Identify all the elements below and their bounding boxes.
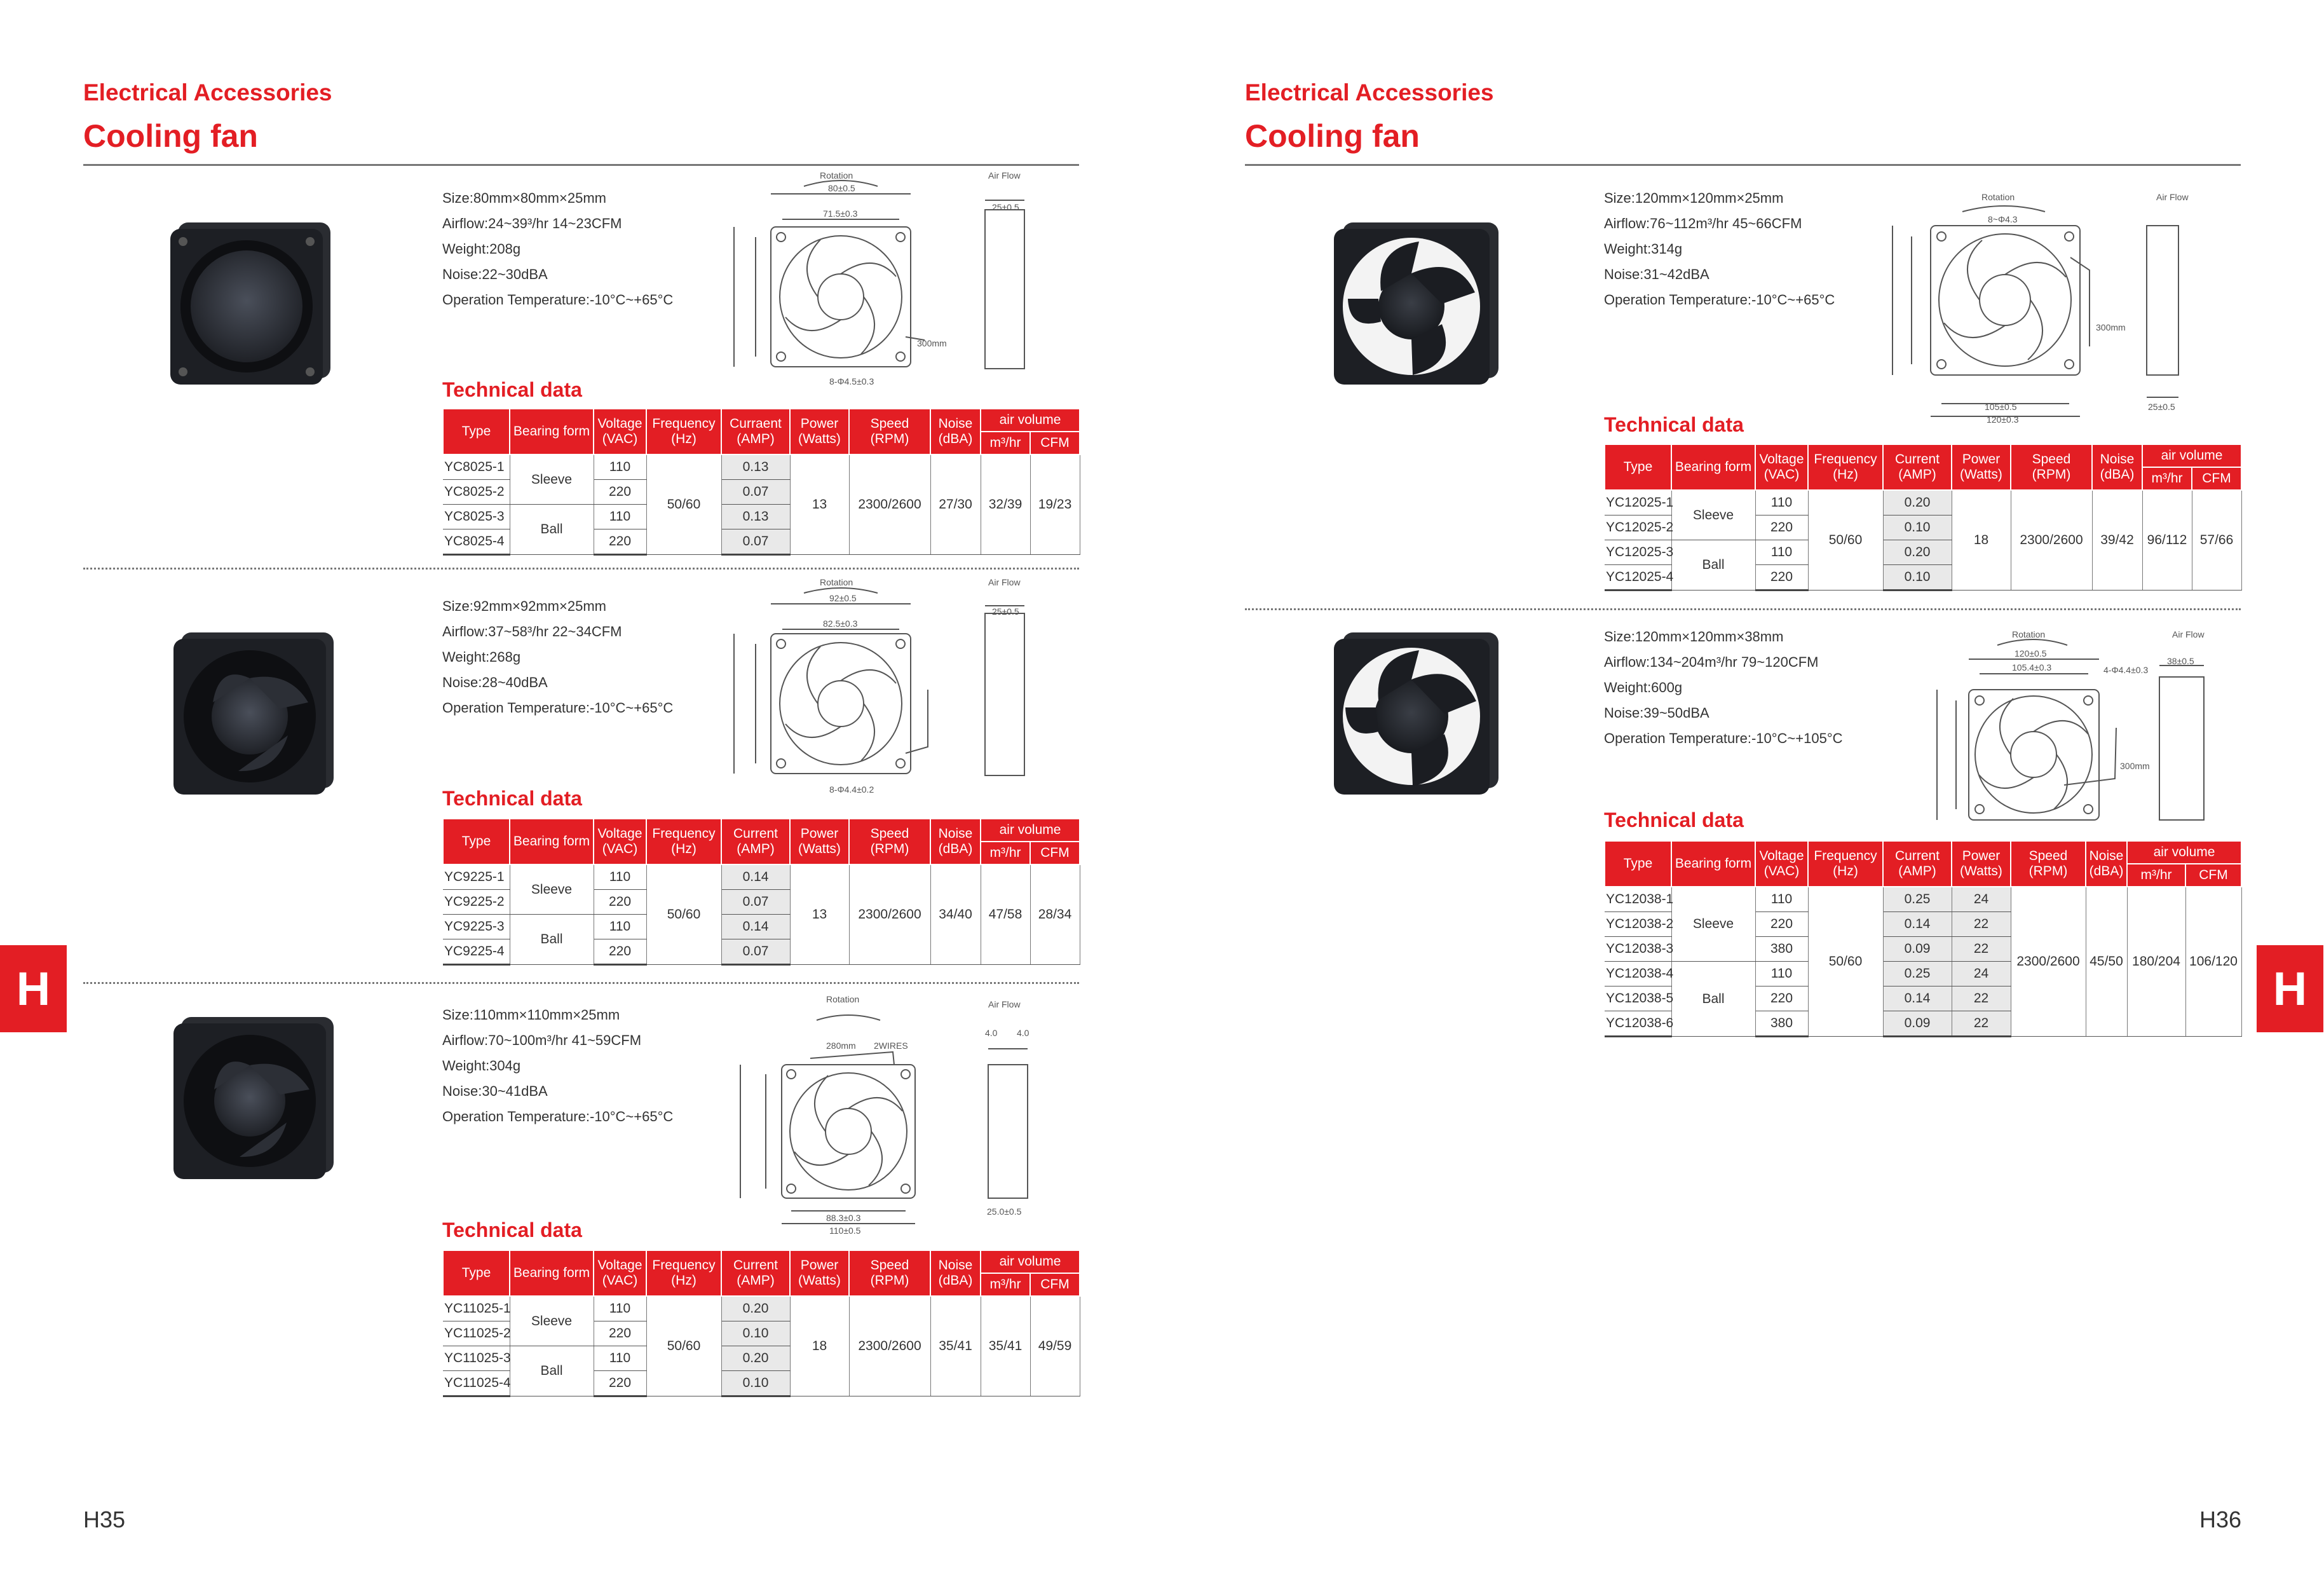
- col-frequency: Frequency (Hz): [1808, 444, 1883, 490]
- col-cfm: CFM: [2192, 467, 2241, 490]
- cell-current: 0.09: [1883, 1011, 1952, 1037]
- rotation-label: Rotation: [820, 577, 853, 587]
- spec-list-8025: [442, 186, 673, 313]
- dim-inner: 105.4±0.3: [2012, 662, 2052, 672]
- dim-hole: 8~Φ4.3: [1988, 214, 2018, 224]
- category-heading: Electrical Accessories: [1245, 79, 1494, 106]
- cell-power: 18: [790, 1296, 849, 1396]
- cell-noise: 39/42: [2092, 490, 2142, 591]
- cell-voltage: 110: [594, 505, 646, 529]
- cell-type: YC12038-1: [1605, 887, 1671, 912]
- cell-type: YC8025-3: [443, 505, 510, 529]
- dim-inner: 82.5±0.3: [823, 618, 858, 629]
- col-current: Current (AMP): [721, 1250, 790, 1296]
- category-heading: Electrical Accessories: [83, 79, 332, 106]
- airflow-label: Air Flow: [988, 999, 1021, 1009]
- cell-m3: 96/112: [2142, 490, 2192, 591]
- cell-voltage: 220: [1755, 986, 1808, 1011]
- dim-depth: 25.0±0.5: [987, 1206, 1022, 1217]
- spec-line: Airflow:37~58³/hr 22~34CFM: [442, 624, 622, 639]
- section-divider: [83, 568, 1079, 570]
- cell-frequency: 50/60: [646, 1296, 721, 1396]
- airflow-label: Air Flow: [988, 577, 1021, 587]
- cell-bearing: Sleeve: [510, 454, 594, 505]
- table-row: [1605, 887, 2241, 912]
- spec-list-12038: [1604, 624, 1843, 751]
- col-voltage: Voltage (VAC): [594, 409, 646, 454]
- cell-voltage: 110: [594, 864, 646, 890]
- col-m3: m³/hr: [2127, 864, 2185, 887]
- wires-label: 2WIRES: [874, 1041, 908, 1051]
- cell-bearing: Ball: [510, 915, 594, 965]
- spec-line: Airflow:70~100m³/hr 41~59CFM: [442, 1032, 642, 1048]
- col-frequency: Frequency (Hz): [1808, 841, 1883, 887]
- cell-power: 22: [1952, 912, 2011, 937]
- spec-line: Airflow:134~204m³/hr 79~120CFM: [1604, 654, 1819, 670]
- col-type: Type: [443, 1250, 510, 1296]
- cell-current: 0.10: [721, 1321, 790, 1346]
- cell-type: YC9225-1: [443, 864, 510, 890]
- technical-data-heading: Technical data: [442, 787, 582, 810]
- cell-current: 0.07: [721, 890, 790, 915]
- cell-power: 22: [1952, 986, 2011, 1011]
- spec-line: Weight:268g: [442, 649, 521, 665]
- cell-noise: 35/41: [930, 1296, 981, 1396]
- col-m3: m³/hr: [981, 842, 1030, 864]
- col-cfm: CFM: [1030, 1273, 1080, 1296]
- spec-line: Size:92mm×92mm×25mm: [442, 598, 606, 614]
- cell-voltage: 220: [594, 1371, 646, 1396]
- cell-type: YC12025-1: [1605, 490, 1671, 515]
- fan-photo-9225: [168, 626, 340, 798]
- spec-line: Airflow:76~112m³/hr 45~66CFM: [1604, 215, 1802, 231]
- spec-line: Operation Temperature:-10°C~+65°C: [442, 700, 674, 716]
- cell-voltage: 220: [594, 890, 646, 915]
- spec-line: Weight:314g: [1604, 241, 1683, 257]
- section-divider: [83, 982, 1079, 984]
- cell-power: 22: [1952, 1011, 2011, 1037]
- cell-power: 18: [1952, 490, 2011, 591]
- fan-photo-8025: [165, 216, 337, 388]
- cell-bearing: Ball: [1671, 540, 1755, 591]
- table-row: [443, 1296, 1080, 1321]
- cell-current: 0.07: [721, 480, 790, 505]
- cell-type: YC12025-3: [1605, 540, 1671, 565]
- col-cfm: CFM: [1030, 432, 1080, 454]
- dim-depth: 25±0.5: [992, 606, 1019, 617]
- page-title: Cooling fan: [1245, 118, 1420, 154]
- cell-speed: 2300/2600: [849, 454, 930, 555]
- spec-line: Noise:22~30dBA: [442, 266, 548, 282]
- col-bearing: Bearing form: [510, 409, 594, 454]
- cell-voltage: 110: [594, 915, 646, 939]
- cell-voltage: 220: [1755, 515, 1808, 540]
- col-speed: Speed (RPM): [849, 409, 930, 454]
- dim-inner: 88.3±0.3: [826, 1213, 861, 1223]
- cell-bearing: Ball: [510, 1346, 594, 1396]
- cell-cfm: 49/59: [1030, 1296, 1080, 1396]
- cell-m3: 35/41: [981, 1296, 1030, 1396]
- cell-type: YC8025-4: [443, 529, 510, 555]
- col-noise: Noise (dBA): [930, 819, 981, 864]
- technical-data-heading: Technical data: [442, 1219, 582, 1241]
- col-bearing: Bearing form: [1671, 841, 1755, 887]
- col-voltage: Voltage (VAC): [594, 1250, 646, 1296]
- cell-frequency: 50/60: [1808, 887, 1883, 1037]
- dim-hole: 8-Φ4.5±0.3: [829, 376, 874, 386]
- col-m3: m³/hr: [981, 432, 1030, 454]
- cell-noise: 27/30: [930, 454, 981, 555]
- dim-depth: 25±0.5: [992, 202, 1019, 212]
- dim-pin: 4.0: [985, 1028, 998, 1038]
- cell-m3: 32/39: [981, 454, 1030, 555]
- cell-type: YC11025-1: [443, 1296, 510, 1321]
- col-frequency: Frequency (Hz): [646, 409, 721, 454]
- cell-type: YC8025-2: [443, 480, 510, 505]
- spec-line: Weight:208g: [442, 241, 521, 257]
- dim-outer: 80±0.5: [828, 183, 855, 193]
- fan-photo-12038: [1330, 626, 1502, 798]
- spec-line: Size:120mm×120mm×38mm: [1604, 629, 1784, 645]
- cell-frequency: 50/60: [646, 454, 721, 555]
- cell-current: 0.14: [721, 915, 790, 939]
- cell-type: YC11025-2: [443, 1321, 510, 1346]
- cell-current: 0.25: [1883, 962, 1952, 986]
- spec-line: Noise:39~50dBA: [1604, 705, 1709, 721]
- right-page: [1162, 0, 2323, 1577]
- col-bearing: Bearing form: [1671, 444, 1755, 490]
- cell-speed: 2300/2600: [849, 864, 930, 965]
- col-air-volume: air volume: [2127, 841, 2241, 864]
- col-noise: Noise (dBA): [930, 1250, 981, 1296]
- cell-speed: 2300/2600: [2011, 490, 2092, 591]
- cell-current: 0.10: [721, 1371, 790, 1396]
- col-type: Type: [1605, 444, 1671, 490]
- col-noise: Noise (dBA): [930, 409, 981, 454]
- technical-data-heading: Technical data: [1604, 809, 1744, 831]
- cell-noise: 45/50: [2086, 887, 2127, 1037]
- side-tab-h: H: [2257, 945, 2323, 1032]
- header-rule: [1245, 164, 2241, 166]
- cell-frequency: 50/60: [646, 864, 721, 965]
- side-tab-h: H: [0, 945, 67, 1032]
- col-bearing: Bearing form: [510, 1250, 594, 1296]
- col-air-volume: air volume: [2142, 444, 2241, 467]
- col-speed: Speed (RPM): [2011, 444, 2092, 490]
- cell-type: YC9225-4: [443, 939, 510, 965]
- cell-m3: 180/204: [2127, 887, 2185, 1037]
- page-number-left: H35: [83, 1506, 126, 1533]
- col-power: Power (Watts): [790, 1250, 849, 1296]
- spec-list-11025: [442, 1002, 673, 1130]
- col-type: Type: [443, 409, 510, 454]
- spec-line: Noise:28~40dBA: [442, 674, 548, 690]
- col-voltage: Voltage (VAC): [1755, 841, 1808, 887]
- spec-line: Airflow:24~39³/hr 14~23CFM: [442, 215, 622, 231]
- col-cfm: CFM: [1030, 842, 1080, 864]
- cell-voltage: 110: [1755, 540, 1808, 565]
- airflow-label: Air Flow: [2172, 629, 2205, 639]
- cell-voltage: 380: [1755, 1011, 1808, 1037]
- col-m3: m³/hr: [2142, 467, 2192, 490]
- col-air-volume: air volume: [981, 1250, 1080, 1273]
- cell-current: 0.14: [721, 864, 790, 890]
- rotation-label: Rotation: [826, 994, 860, 1004]
- airflow-label: Air Flow: [988, 170, 1021, 181]
- cell-power: 22: [1952, 937, 2011, 962]
- tech-table-8025: [442, 408, 1080, 556]
- cell-power: 24: [1952, 887, 2011, 912]
- cell-current: 0.13: [721, 454, 790, 480]
- dim-depth: 25±0.5: [2148, 402, 2175, 412]
- col-power: Power (Watts): [1952, 841, 2011, 887]
- dim-inner: 71.5±0.3: [823, 208, 858, 219]
- dim-outer: 120±0.3: [1987, 414, 2019, 423]
- cell-type: YC12025-4: [1605, 565, 1671, 591]
- col-type: Type: [1605, 841, 1671, 887]
- col-noise: Noise (dBA): [2086, 841, 2127, 887]
- rotation-label: Rotation: [820, 170, 853, 181]
- cell-current: 0.20: [1883, 490, 1952, 515]
- cell-voltage: 110: [1755, 887, 1808, 912]
- cell-voltage: 110: [594, 1296, 646, 1321]
- dim-pin: 4.0: [1017, 1028, 1029, 1038]
- section-divider: [1245, 608, 2241, 610]
- cell-power: 13: [790, 454, 849, 555]
- cell-voltage: 220: [594, 529, 646, 555]
- cell-current: 0.07: [721, 939, 790, 965]
- tech-table-12025: [1604, 444, 2242, 591]
- table-row: [1605, 490, 2241, 515]
- tech-table-11025: [442, 1250, 1080, 1397]
- cell-voltage: 110: [1755, 962, 1808, 986]
- cell-current: 0.25: [1883, 887, 1952, 912]
- cell-current: 0.20: [721, 1296, 790, 1321]
- dimension-drawing-12038: [1873, 626, 2217, 829]
- spec-line: Noise:30~41dBA: [442, 1083, 548, 1099]
- header-rule: [83, 164, 1079, 166]
- spec-line: Operation Temperature:-10°C~+65°C: [442, 1109, 674, 1124]
- cable-length: 280mm: [826, 1041, 856, 1051]
- spec-line: Size:120mm×120mm×25mm: [1604, 190, 1784, 206]
- fan-photo-11025: [168, 1011, 340, 1182]
- fan-photo-12025: [1330, 216, 1502, 388]
- cell-type: YC12038-5: [1605, 986, 1671, 1011]
- cell-current: 0.14: [1883, 986, 1952, 1011]
- cell-cfm: 28/34: [1030, 864, 1080, 965]
- cell-type: YC9225-2: [443, 890, 510, 915]
- cell-bearing: Sleeve: [1671, 490, 1755, 540]
- col-air-volume: air volume: [981, 819, 1080, 842]
- col-power: Power (Watts): [790, 819, 849, 864]
- cell-current: 0.14: [1883, 912, 1952, 937]
- dimension-drawing-12025: [1854, 188, 2210, 423]
- airflow-label: Air Flow: [2156, 192, 2189, 202]
- spec-line: Size:80mm×80mm×25mm: [442, 190, 606, 206]
- cell-current: 0.07: [721, 529, 790, 555]
- dim-hole: 8-Φ4.4±0.2: [829, 784, 874, 795]
- col-frequency: Frequency (Hz): [646, 1250, 721, 1296]
- table-row: [443, 864, 1080, 890]
- cell-current: 0.13: [721, 505, 790, 529]
- dim-hole: 4-Φ4.4±0.3: [2103, 665, 2149, 675]
- cell-voltage: 110: [594, 1346, 646, 1371]
- spec-line: Weight:600g: [1604, 679, 1683, 695]
- col-voltage: Voltage (VAC): [594, 819, 646, 864]
- spec-list-12025: [1604, 186, 1835, 313]
- cell-type: YC9225-3: [443, 915, 510, 939]
- cell-cfm: 19/23: [1030, 454, 1080, 555]
- dim-outer: 92±0.5: [829, 593, 857, 603]
- col-voltage: Voltage (VAC): [1755, 444, 1808, 490]
- cable-length: 300mm: [2096, 322, 2126, 332]
- dimension-drawing-9225: [715, 575, 1045, 801]
- cell-current: 0.20: [721, 1346, 790, 1371]
- cell-m3: 47/58: [981, 864, 1030, 965]
- cell-bearing: Sleeve: [1671, 887, 1755, 962]
- spec-line: Operation Temperature:-10°C~+105°C: [1604, 730, 1843, 746]
- cell-bearing: Sleeve: [510, 1296, 594, 1346]
- col-bearing: Bearing form: [510, 819, 594, 864]
- col-frequency: Frequency (Hz): [646, 819, 721, 864]
- cell-bearing: Ball: [510, 505, 594, 555]
- rotation-label: Rotation: [1981, 192, 2015, 202]
- table-row: [443, 454, 1080, 480]
- col-speed: Speed (RPM): [2011, 841, 2086, 887]
- cell-voltage: 110: [1755, 490, 1808, 515]
- technical-data-heading: Technical data: [1604, 413, 1744, 436]
- cell-voltage: 380: [1755, 937, 1808, 962]
- col-m3: m³/hr: [981, 1273, 1030, 1296]
- dim-depth: 38±0.5: [2167, 656, 2194, 666]
- col-speed: Speed (RPM): [849, 819, 930, 864]
- cell-type: YC12025-2: [1605, 515, 1671, 540]
- col-cfm: CFM: [2185, 864, 2241, 887]
- cell-type: YC8025-1: [443, 454, 510, 480]
- technical-data-heading: Technical data: [442, 378, 582, 401]
- cell-type: YC12038-6: [1605, 1011, 1671, 1037]
- cable-length: 300mm: [2120, 761, 2150, 771]
- cell-voltage: 220: [1755, 565, 1808, 591]
- tech-table-12038: [1604, 840, 2242, 1037]
- cell-type: YC11025-4: [443, 1371, 510, 1396]
- cell-voltage: 220: [594, 480, 646, 505]
- cell-voltage: 110: [594, 454, 646, 480]
- col-noise: Noise (dBA): [2092, 444, 2142, 490]
- spec-line: Size:110mm×110mm×25mm: [442, 1007, 620, 1023]
- cell-type: YC11025-3: [443, 1346, 510, 1371]
- col-air-volume: air volume: [981, 409, 1080, 432]
- cell-voltage: 220: [1755, 912, 1808, 937]
- rotation-label: Rotation: [2012, 629, 2046, 639]
- dimension-drawing-11025: [728, 988, 1045, 1243]
- col-current: Current (AMP): [721, 819, 790, 864]
- spec-list-9225: [442, 594, 673, 721]
- spec-line: Operation Temperature:-10°C~+65°C: [442, 292, 674, 308]
- cell-speed: 2300/2600: [849, 1296, 930, 1396]
- spec-line: Noise:31~42dBA: [1604, 266, 1709, 282]
- cell-power: 24: [1952, 962, 2011, 986]
- cell-type: YC12038-4: [1605, 962, 1671, 986]
- cell-voltage: 220: [594, 1321, 646, 1346]
- cell-cfm: 106/120: [2185, 887, 2241, 1037]
- cell-current: 0.10: [1883, 565, 1952, 591]
- cell-noise: 34/40: [930, 864, 981, 965]
- dim-outer: 110±0.5: [829, 1225, 861, 1236]
- cell-power: 13: [790, 864, 849, 965]
- col-speed: Speed (RPM): [849, 1250, 930, 1296]
- col-type: Type: [443, 819, 510, 864]
- cable-length: 300mm: [917, 338, 947, 348]
- cell-type: YC12038-2: [1605, 912, 1671, 937]
- col-current: Current (AMP): [1883, 841, 1952, 887]
- col-current: Current (AMP): [1883, 444, 1952, 490]
- col-current: Curraent (AMP): [721, 409, 790, 454]
- cell-speed: 2300/2600: [2011, 887, 2086, 1037]
- page-number-right: H36: [2199, 1506, 2242, 1533]
- col-power: Power (Watts): [1952, 444, 2011, 490]
- spec-line: Weight:304g: [442, 1058, 521, 1074]
- cell-bearing: Ball: [1671, 962, 1755, 1037]
- col-power: Power (Watts): [790, 409, 849, 454]
- dimension-drawing-8025: [715, 168, 1045, 394]
- cell-frequency: 50/60: [1808, 490, 1883, 591]
- cell-cfm: 57/66: [2192, 490, 2241, 591]
- cell-current: 0.20: [1883, 540, 1952, 565]
- cell-current: 0.09: [1883, 937, 1952, 962]
- cell-current: 0.10: [1883, 515, 1952, 540]
- dim-inner: 105±0.5: [1985, 402, 2017, 412]
- spec-line: Operation Temperature:-10°C~+65°C: [1604, 292, 1835, 308]
- cell-type: YC12038-3: [1605, 937, 1671, 962]
- cell-bearing: Sleeve: [510, 864, 594, 915]
- tech-table-9225: [442, 818, 1080, 966]
- page-title: Cooling fan: [83, 118, 258, 154]
- dim-outer: 120±0.5: [2015, 648, 2047, 659]
- cell-voltage: 220: [594, 939, 646, 965]
